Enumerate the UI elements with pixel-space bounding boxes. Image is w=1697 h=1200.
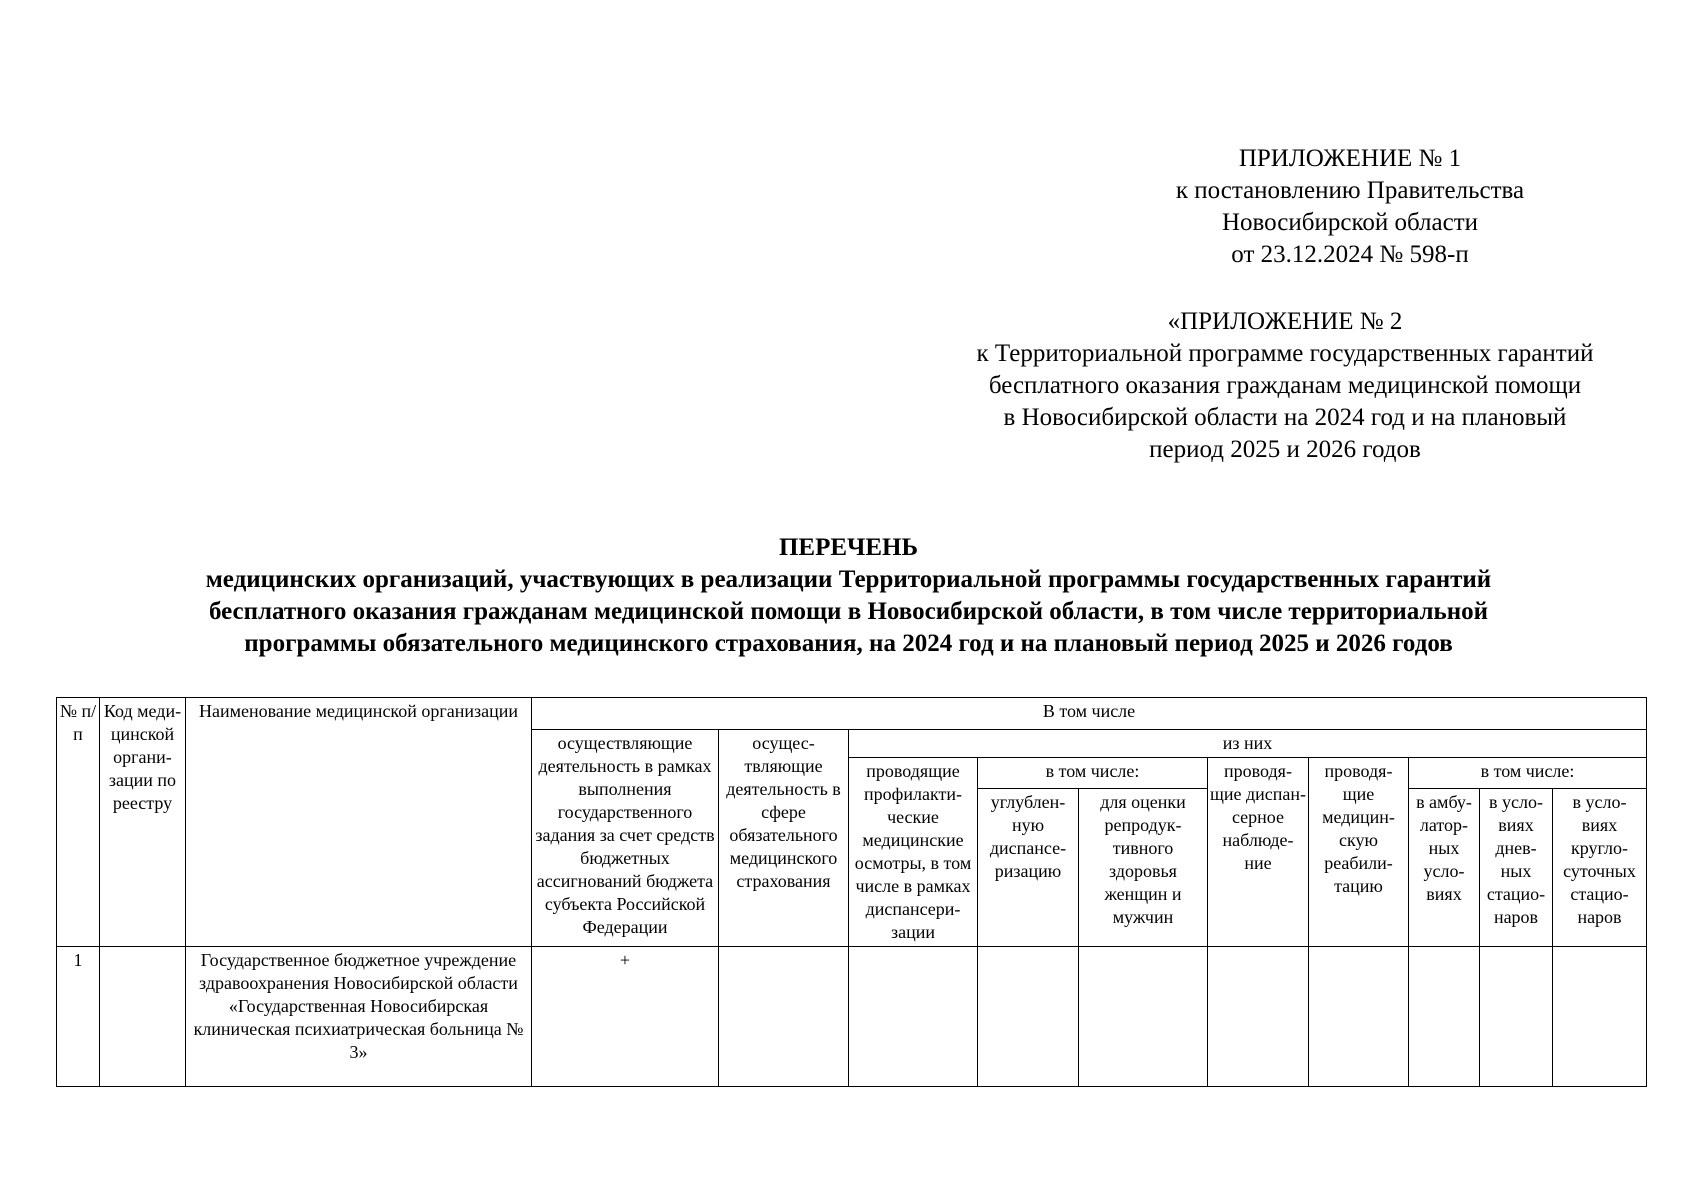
table-row bbox=[57, 947, 1647, 1087]
header-prof-prefix: проводящие bbox=[866, 761, 960, 781]
header-of-them: из них bbox=[849, 730, 1647, 758]
appendix-2-line: период 2025 и 2026 годов bbox=[1149, 436, 1421, 463]
appendix-2-line: в Новосибирской области на 2024 год и на плановый bbox=[1003, 404, 1567, 431]
cell-round bbox=[1553, 947, 1647, 1087]
appendix-1-date: от 23.12.2024 № 598-п bbox=[1231, 241, 1469, 268]
appendix-1-line: к постановлению Правительства bbox=[1175, 177, 1525, 204]
header-incl-1: в том числе: bbox=[978, 758, 1208, 789]
appendix-1-title: ПРИЛОЖЕНИЕ № 1 bbox=[1238, 145, 1462, 172]
header-code: Код меди-цинской органи-зации по реестру bbox=[100, 698, 186, 947]
appendix-1-block bbox=[1120, 143, 1580, 271]
header-day: в усло-виях днев-ных стацио-наров bbox=[1480, 788, 1553, 946]
appendix-2-line: к Территориальной программе государственных гарантий bbox=[976, 340, 1594, 367]
appendix-2-title: «ПРИЛОЖЕНИЕ № 2 bbox=[1167, 308, 1403, 335]
header-budget: осуществляющие деятельность в рамках выполнения государственного задания за счет средств бюджетных ассигнований бюджета субъекта Российской Федерации bbox=[532, 730, 719, 947]
cell-code bbox=[100, 947, 186, 1087]
header-round: в усло-виях кругло-суточных стацио-наров bbox=[1553, 788, 1647, 946]
header-num: № п/п bbox=[57, 698, 100, 947]
header-oms: осущес-твляющие деятельность в сфере обязательного медицинского страхования bbox=[719, 730, 849, 947]
cell-rehab bbox=[1309, 947, 1409, 1087]
cell-num: 1 bbox=[57, 947, 100, 1087]
cell-disp bbox=[1208, 947, 1309, 1087]
document-subtitle-line: бесплатного оказания гражданам медицинской помощи в Новосибирской области, в том числе территориальной bbox=[208, 598, 1489, 625]
header-disp: проводя-щие диспан-серное наблюде-ние bbox=[1208, 758, 1309, 947]
appendix-2-line: бесплатного оказания гражданам медицинской помощи bbox=[988, 372, 1582, 399]
cell-name: Государственное бюджетное учреждение здравоохранения Новосибирской области «Государственная Новосибирская клиническая психиатрическая больница № 3» bbox=[186, 947, 532, 1087]
organizations-table bbox=[56, 697, 1647, 1087]
header-in-total: В том числе bbox=[532, 698, 1647, 730]
header-prof-text: профилакти-ческие медицинские осмотры, в том числе в рамках диспансери-зации bbox=[854, 784, 972, 942]
cell-deep bbox=[978, 947, 1079, 1087]
appendix-2-block bbox=[880, 306, 1690, 466]
cell-amb bbox=[1409, 947, 1480, 1087]
cell-day bbox=[1480, 947, 1553, 1087]
document-subtitle-line: программы обязательного медицинского страхования, на 2024 год и на плановый период 2025 и 2026 годов bbox=[244, 630, 1453, 657]
appendix-1-line: Новосибирской области bbox=[1221, 209, 1479, 236]
cell-repro bbox=[1079, 947, 1208, 1087]
cell-budget: + bbox=[532, 947, 719, 1087]
cell-oms bbox=[719, 947, 849, 1087]
document-title-block bbox=[60, 532, 1637, 660]
document-subtitle-line: медицинских организаций, участвующих в реализации Территориальной программы государственных гарантий bbox=[205, 566, 1492, 593]
header-name: Наименование медицинской организации bbox=[186, 698, 532, 947]
header-repro: для оценки репродук-тивного здоровья женщин и мужчин bbox=[1079, 788, 1208, 946]
header-amb: в амбу-латор-ных усло-виях bbox=[1409, 788, 1480, 946]
header-rehab: проводя-щие медицин-скую реабили-тацию bbox=[1309, 758, 1409, 947]
header-incl-2: в том числе: bbox=[1409, 758, 1647, 789]
document-heading: ПЕРЕЧЕНЬ bbox=[778, 534, 919, 561]
header-prof bbox=[849, 758, 978, 947]
cell-prof bbox=[849, 947, 978, 1087]
header-deep: углублен-ную диспансе-ризацию bbox=[978, 788, 1079, 946]
